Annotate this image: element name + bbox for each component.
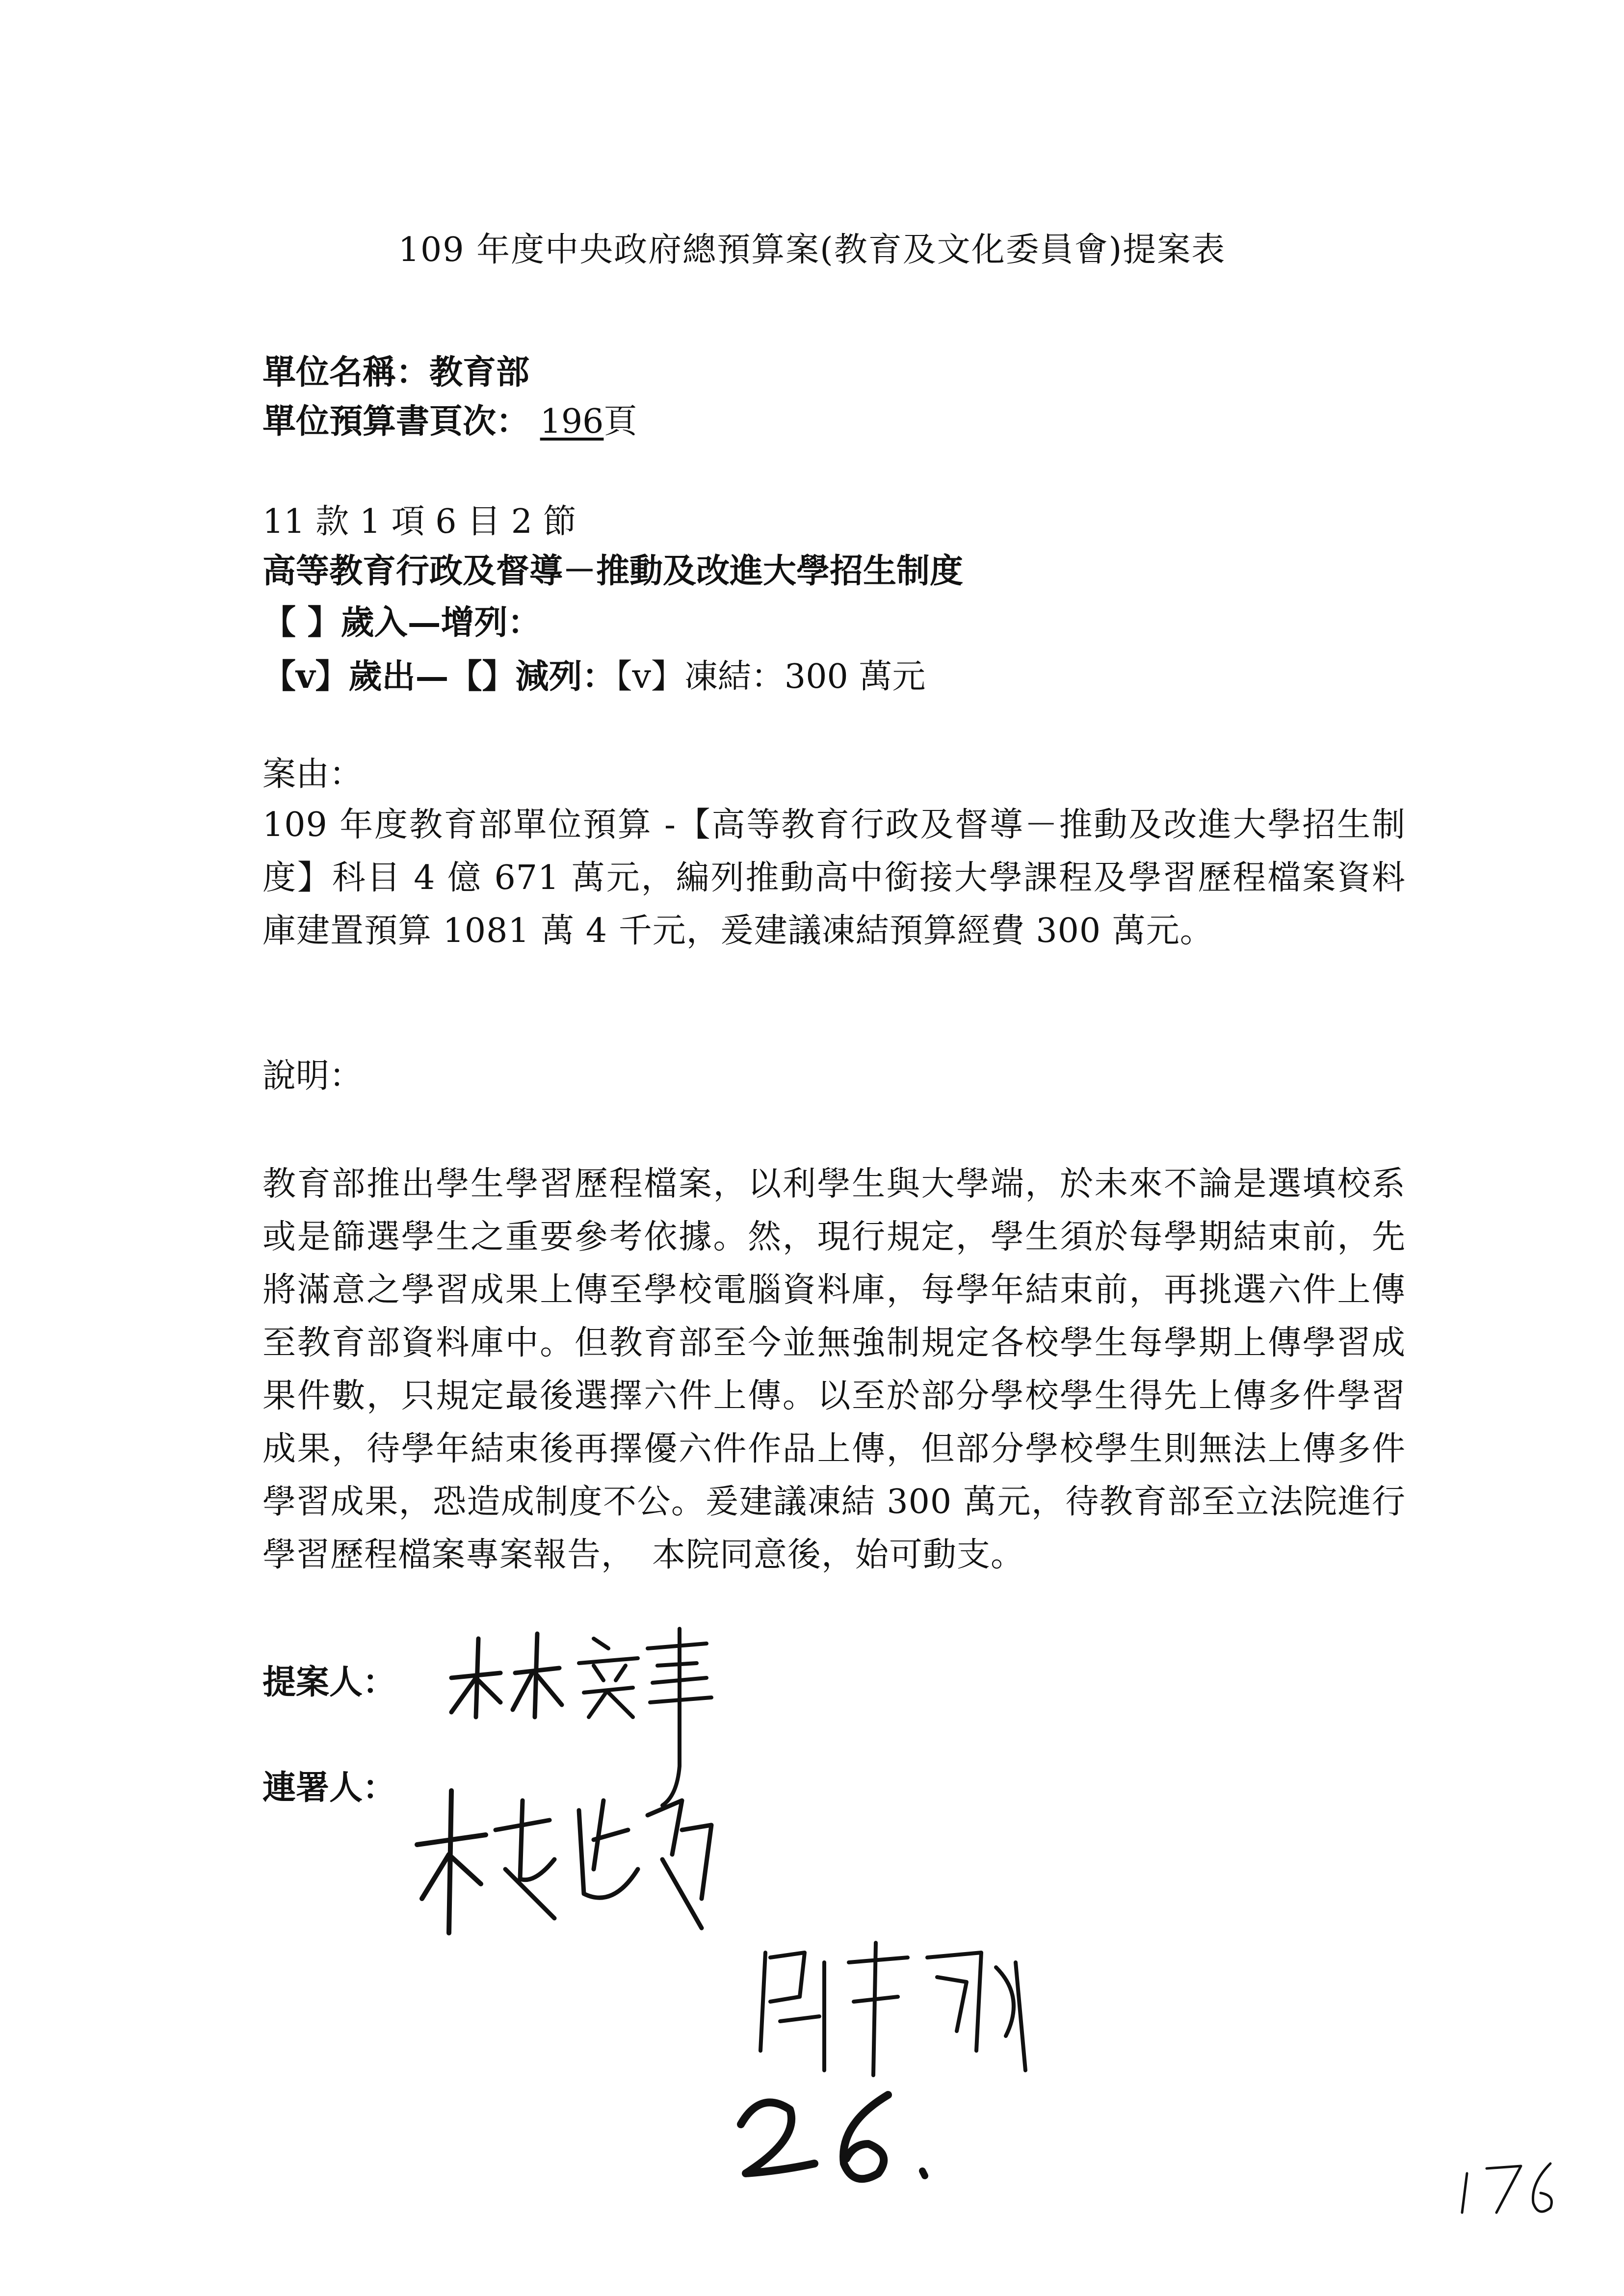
revenue-line: 【 】歲入—增列： (262, 603, 541, 642)
budget-page-suffix: 頁 (603, 402, 637, 441)
page-mark (1452, 2144, 1570, 2222)
explanation-text: 教育部推出學生學習歷程檔案，以利學生與大學端，於未來不論是選填校系或是篩選學生之重要參考依據。然，現行規定，學生須於每學期結束前，先將滿意之學習成果上傳至學校電腦資料庫，每學年結束前，再挑選六件上傳至教育部資料庫中。但教育部至今並無強制規定各校學生每學期上傳學習成果件數，只規定最後選擇六件上傳。以至於部分學校學生得先上傳多件學習成果，待學年結束後再擇優六件作品上傳，但部分學校學生則無法上傳多件學習成果，恐造成制度不公。爰建議凍結 300 萬元，待教育部至立法院進行學習歷程檔案專案報告， 本院同意後，始可動支。 (262, 1165, 1406, 1574)
unit-name-row (262, 353, 530, 392)
unit-name-value: 教育部 (429, 353, 530, 392)
proposer-label: 提案人： (262, 1663, 396, 1702)
expenditure-prefix: 【v】歲出—【】減列： (262, 657, 616, 696)
program-name: 高等教育行政及督導－推動及改進大學招生制度 (262, 551, 964, 591)
expenditure-line (262, 657, 926, 696)
freeze-amount: 【v】凍結：300 萬元 (615, 657, 926, 696)
unit-name-label: 單位名稱： (262, 353, 430, 392)
budget-page-label: 單位預算書頁次： (262, 402, 530, 441)
budget-page-number: 196 (540, 402, 604, 441)
reason-heading: 案由： (262, 755, 363, 794)
document-title: 109 年度中央政府總預算案(教育及文化委員會)提案表 (398, 231, 1226, 269)
handwritten-number (726, 2080, 962, 2208)
explanation-heading: 說明： (262, 1057, 363, 1096)
budget-page-row (262, 402, 637, 441)
section-code: 11 款 1 項 6 目 2 節 (262, 502, 576, 541)
cosigner-signature-1 (407, 1771, 760, 1992)
reason-text: 109 年度教育部單位預算 -【高等教育行政及督導－推動及改進大學招生制度】科目 4 億 671 萬元，編列推動高中銜接大學課程及學習歷程檔案資料庫建置預算 1081 萬 4 千元，爰建議凍結預算經費 300 萬元。 (262, 806, 1406, 950)
cosigner-label: 連署人： (262, 1768, 396, 1807)
